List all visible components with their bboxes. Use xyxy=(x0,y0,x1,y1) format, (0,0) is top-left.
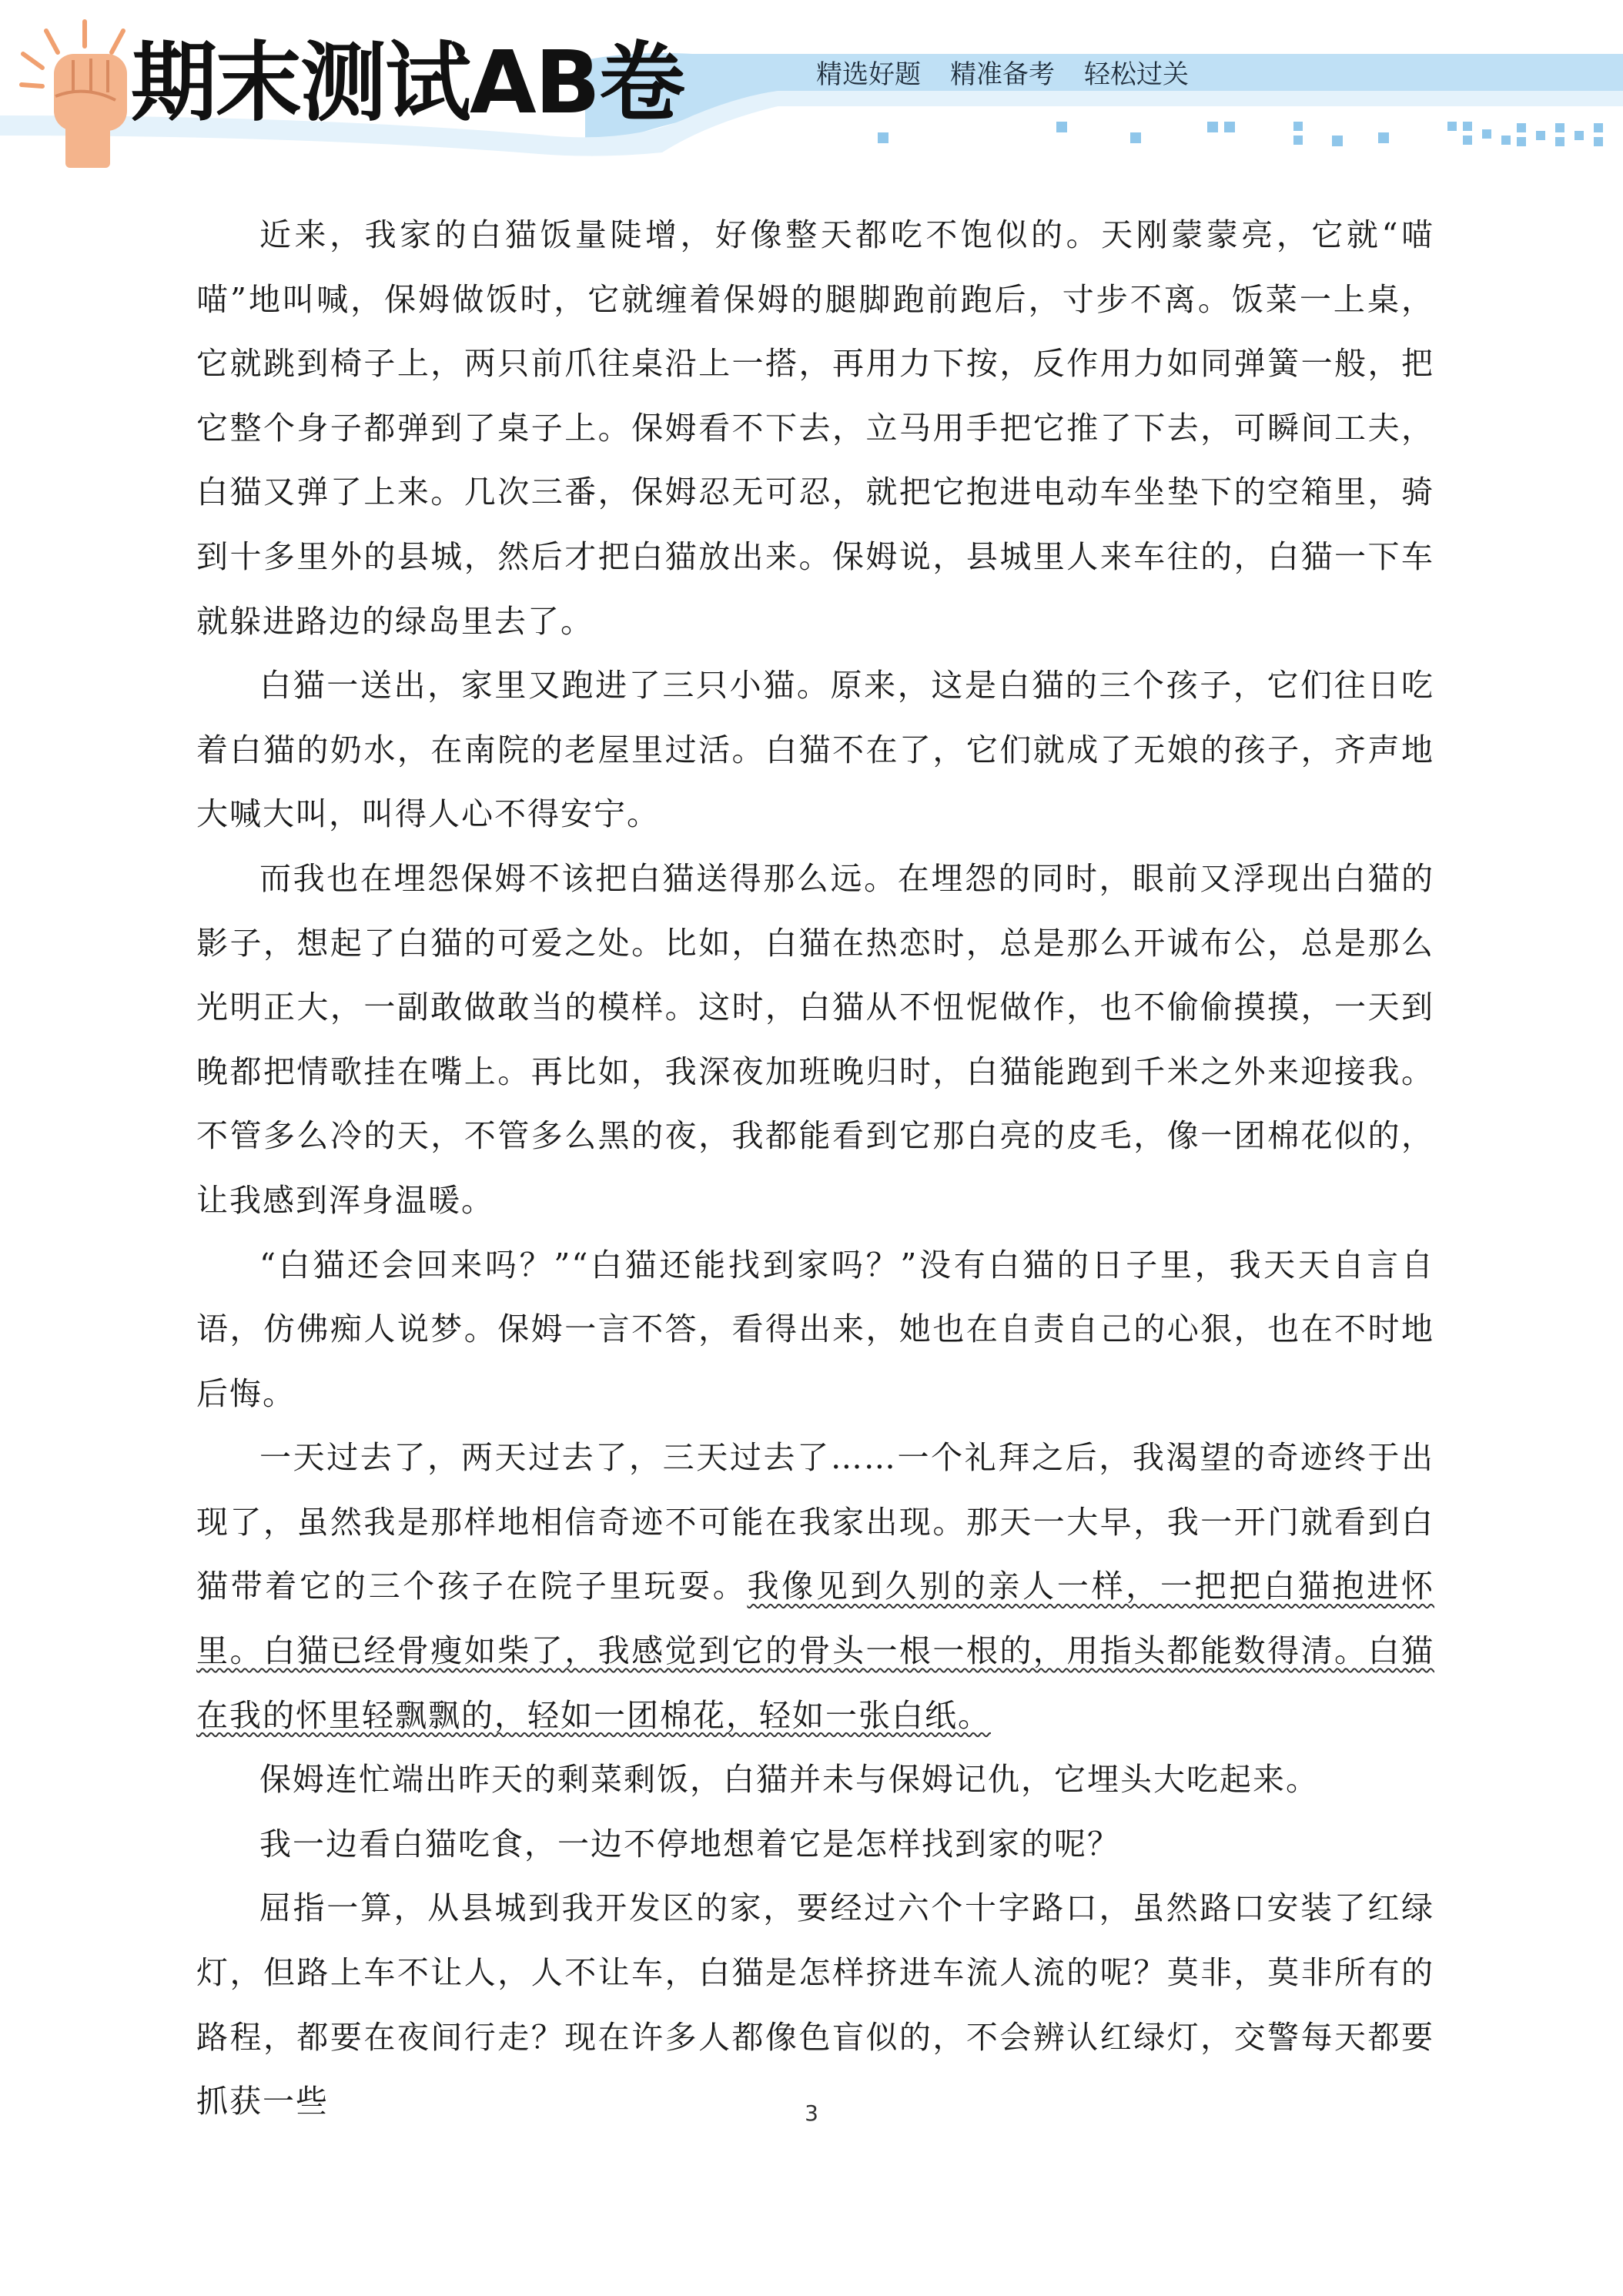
decorative-squares xyxy=(878,122,1603,146)
paragraph-text: 一天过去了，两天过去了，三天过去了……一个礼拜之后，我渴望的奇迹终于出现了，虽然我是那样地相信奇迹不可能在我家出现。那天一大早，我一开门就看到白猫带着它的三个孩子在院子里玩耍。 xyxy=(196,1439,1434,1605)
paragraph: 白猫一送出，家里又跑进了三只小猫。原来，这是白猫的三个孩子，它们往日吃着白猫的奶水，在南院的老屋里过活。白猫不在了，它们就成了无娘的孩子，齐声地大喊大叫，叫得人心不得安宁。 xyxy=(196,667,1434,833)
slogan-item: 精准备考 xyxy=(950,59,1055,90)
page-header xyxy=(0,0,1623,177)
paragraph: 保姆连忙端出昨天的剩菜剩饭，白猫并未与保姆记仇，它埋头大吃起来。 xyxy=(259,1761,1319,1799)
header-slogans xyxy=(816,59,1189,90)
wavy-underlined-sentence: 我像见到久别的亲人一样，一把把白猫抱进怀里。白猫已经骨瘦如柴了，我感觉到它的骨头一根一根的，用指头都能数得清。白猫在我的怀里轻飘飘的，轻如一团棉花，轻如一张白纸。 xyxy=(196,1568,1435,1734)
brand-title: 期末测试AB卷 xyxy=(131,33,684,133)
paragraph: 近来，我家的白猫饭量陡增，好像整天都吃不饱似的。天刚蒙蒙亮，它就“喵喵”地叫喊，保姆做饭时，它就缠着保姆的腿脚跑前跑后，寸步不离。饭菜一上桌，它就跳到椅子上，两只前爪往桌沿上一搭，再用力下按，反作用力如同弹簧一般，把它整个身子都弹到了桌子上。保姆看不下去，立马用手把它推了下去，可瞬间工夫，白猫又弹了上来。几次三番，保姆忍无可忍，就把它抱进电动车坐垫下的空箱里，骑到十多里外的县城，然后才把白猫放出来。保姆说，县城里人来车往的，白猫一下车就躲进路边的绿岛里去了。 xyxy=(196,216,1434,640)
slogan-item: 精选好题 xyxy=(816,59,921,90)
paragraph: 我一边看白猫吃食，一边不停地想着它是怎样找到家的呢？ xyxy=(259,1825,1120,1863)
fist-icon xyxy=(22,22,127,168)
paragraph xyxy=(196,1426,1434,1748)
paragraph: 而我也在埋怨保姆不该把白猫送得那么远。在埋怨的同时，眼前又浮现出白猫的影子，想起了白猫的可爱之处。比如，白猫在热恋时，总是那么开诚布公，总是那么光明正大，一副敢做敢当的模样。这时，白猫从不忸怩做作，也不偷偷摸摸，一天到晚都把情歌挂在嘴上。再比如，我深夜加班晚归时，白猫能跑到千米之外来迎接我。不管多么冷的天，不管多么黑的夜，我都能看到它那白亮的皮毛，像一团棉花似的，让我感到浑身温暖。 xyxy=(196,859,1434,1219)
reading-passage xyxy=(196,203,1434,2134)
page-number: 3 xyxy=(805,2100,818,2126)
slogan-item: 轻松过关 xyxy=(1084,59,1189,90)
paragraph: 屈指一算，从县城到我开发区的家，要经过六个十字路口，虽然路口安装了红绿灯，但路上车不让人，人不让车，白猫是怎样挤进车流人流的呢？莫非，莫非所有的路程，都要在夜间行走？现在许多人都像色盲似的，不会辨认红绿灯，交警每天都要抓获一些 xyxy=(196,1889,1434,2120)
paragraph: “白猫还会回来吗？”“白猫还能找到家吗？”没有白猫的日子里，我天天自言自语，仿佛痴人说梦。保姆一言不答，看得出来，她也在自责自己的心狠，也在不时地后悔。 xyxy=(196,1246,1434,1412)
